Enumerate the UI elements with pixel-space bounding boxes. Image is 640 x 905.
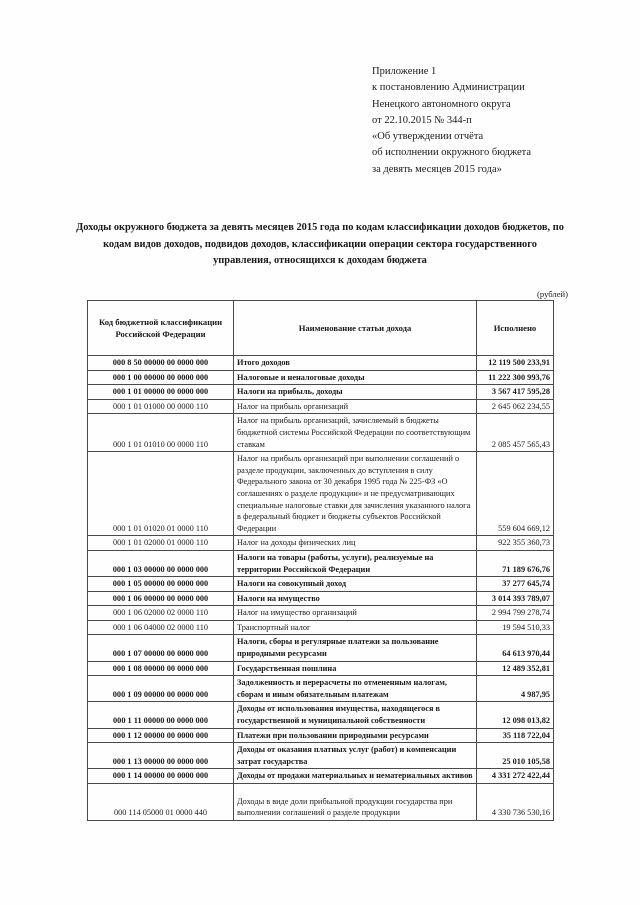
approval-header-line: Ненецкого автономного округа xyxy=(372,98,511,110)
cell-budget-code: 000 1 12 00000 00 0000 000 xyxy=(88,728,234,743)
cell-budget-code: 000 1 08 00000 00 0000 000 xyxy=(88,661,234,676)
cell-executed-amount: 12 098 013,82 xyxy=(477,702,554,728)
table-head xyxy=(88,301,554,356)
table-row xyxy=(88,356,554,371)
cell-budget-code: 000 1 01 00000 00 0000 000 xyxy=(88,385,234,400)
table-row xyxy=(88,702,554,728)
column-header-value: Исполнено xyxy=(477,301,554,356)
column-header-code: Код бюджетной классификации Российской Федерации xyxy=(88,301,234,356)
table-row xyxy=(88,769,554,784)
table-row xyxy=(88,676,554,702)
cell-executed-amount: 71 189 676,76 xyxy=(477,550,554,576)
column-header-name: Наименование статьи дохода xyxy=(234,301,477,356)
cell-budget-code: 000 1 09 00000 00 0000 000 xyxy=(88,676,234,702)
cell-executed-amount: 3 014 393 789,07 xyxy=(477,591,554,606)
cell-revenue-name: Транспортный налог xyxy=(234,620,477,635)
currency-unit-note: (рублей) xyxy=(537,289,568,299)
cell-budget-code: 000 1 03 00000 00 0000 000 xyxy=(88,550,234,576)
cell-executed-amount: 35 118 722,04 xyxy=(477,728,554,743)
cell-budget-code: 000 8 50 00000 00 0000 000 xyxy=(88,356,234,371)
table-row xyxy=(88,620,554,635)
cell-executed-amount: 2 085 457 565,43 xyxy=(477,414,554,452)
cell-executed-amount: 19 594 510,33 xyxy=(477,620,554,635)
cell-budget-code: 000 1 00 00000 00 0000 000 xyxy=(88,370,234,385)
budget-revenue-table-wrap xyxy=(87,300,553,821)
approval-header-line: за девять месяцев 2015 года» xyxy=(372,163,502,175)
table-row xyxy=(88,399,554,414)
cell-revenue-name: Налоги на товары (работы, услуги), реализуемые на территории Российской Федерации xyxy=(234,550,477,576)
cell-revenue-name: Налог на имущество организаций xyxy=(234,606,477,621)
cell-revenue-name: Доходы от продажи материальных и нематериальных активов xyxy=(234,769,477,784)
table-row xyxy=(88,370,554,385)
cell-revenue-name: Налог на доходы физических лиц xyxy=(234,536,477,551)
cell-budget-code: 000 1 05 00000 00 0000 000 xyxy=(88,577,234,592)
table-row xyxy=(88,635,554,661)
cell-revenue-name: Итого доходов xyxy=(234,356,477,371)
cell-executed-amount: 11 222 300 993,76 xyxy=(477,370,554,385)
table-header-row xyxy=(88,301,554,356)
table-row xyxy=(88,550,554,576)
cell-revenue-name: Доходы от оказания платных услуг (работ) и компенсации затрат государства xyxy=(234,743,477,769)
table-body xyxy=(88,356,554,821)
approval-header-line: Приложение 1 xyxy=(372,66,437,77)
cell-executed-amount: 37 277 645,74 xyxy=(477,577,554,592)
cell-executed-amount: 559 604 669,12 xyxy=(477,452,554,536)
cell-budget-code: 000 1 01 01000 00 0000 110 xyxy=(88,399,234,414)
cell-revenue-name: Налоги на совокупный доход xyxy=(234,577,477,592)
cell-executed-amount: 12 119 500 233,91 xyxy=(477,356,554,371)
table-row xyxy=(88,728,554,743)
approval-header xyxy=(372,64,622,178)
table-row xyxy=(88,661,554,676)
cell-budget-code: 000 1 06 00000 00 0000 000 xyxy=(88,591,234,606)
cell-executed-amount: 4 330 736 530,16 xyxy=(477,784,554,821)
cell-revenue-name: Платежи при пользовании природными ресурсами xyxy=(234,728,477,743)
approval-header-line: от 22.10.2015 № 344-п xyxy=(372,114,472,126)
cell-budget-code: 000 1 01 02000 01 0000 110 xyxy=(88,536,234,551)
cell-budget-code: 000 1 14 00000 00 0000 000 xyxy=(88,769,234,784)
approval-header-line: к постановлению Администрации xyxy=(372,82,525,94)
cell-revenue-name: Налоги, сборы и регулярные платежи за пользование природными ресурсами xyxy=(234,635,477,661)
cell-revenue-name: Налог на прибыль организаций xyxy=(234,399,477,414)
table-row xyxy=(88,743,554,769)
table-row xyxy=(88,606,554,621)
cell-budget-code: 000 1 13 00000 00 0000 000 xyxy=(88,743,234,769)
cell-revenue-name: Задолженность и перерасчеты по отмененным налогам, сборам и иным обязательным платежам xyxy=(234,676,477,702)
budget-revenue-table xyxy=(87,300,554,821)
cell-revenue-name: Доходы от использования имущества, находящегося в государственной и муниципальной собственности xyxy=(234,702,477,728)
cell-executed-amount: 922 355 360,73 xyxy=(477,536,554,551)
cell-executed-amount: 3 567 417 595,28 xyxy=(477,385,554,400)
table-row xyxy=(88,784,554,821)
cell-executed-amount: 2 994 799 278,74 xyxy=(477,606,554,621)
table-row xyxy=(88,452,554,536)
cell-budget-code: 000 1 06 04000 02 0000 110 xyxy=(88,620,234,635)
cell-budget-code: 000 1 01 01010 00 0000 110 xyxy=(88,414,234,452)
cell-revenue-name: Государственная пошлина xyxy=(234,661,477,676)
cell-executed-amount: 12 489 352,81 xyxy=(477,661,554,676)
approval-header-line: об исполнении окружного бюджета xyxy=(372,147,531,159)
cell-revenue-name: Налог на прибыль организаций, зачисляемый в бюджеты бюджетной системы Российской Федерации по соответствующим ставкам xyxy=(234,414,477,452)
cell-revenue-name: Налог на прибыль организаций при выполнении соглашений о разделе продукции, заключенных до вступления в силу Федерального закона от 30 декабря 1995 года № 225-ФЗ «О соглашениях о разделе продукции» и не предусматривающих специальные налоговые ставки для зачисления указанного налога в федеральный бюджет и бюджеты субъектов Российской Федерации xyxy=(234,452,477,536)
cell-executed-amount: 64 613 970,44 xyxy=(477,635,554,661)
cell-revenue-name: Налоговые и неналоговые доходы xyxy=(234,370,477,385)
cell-revenue-name: Налоги на имущество xyxy=(234,591,477,606)
table-row xyxy=(88,591,554,606)
cell-revenue-name: Доходы в виде доли прибыльной продукции государства при выполнении соглашений о разделе продукции xyxy=(234,784,477,821)
cell-budget-code: 000 1 01 01020 01 0000 110 xyxy=(88,452,234,536)
cell-budget-code: 000 1 07 00000 00 0000 000 xyxy=(88,635,234,661)
cell-revenue-name: Налоги на прибыль, доходы xyxy=(234,385,477,400)
table-row xyxy=(88,414,554,452)
cell-budget-code: 000 114 05000 01 0000 440 xyxy=(88,784,234,821)
cell-executed-amount: 25 010 105,58 xyxy=(477,743,554,769)
approval-header-line: «Об утверждении отчёта xyxy=(372,131,484,143)
cell-budget-code: 000 1 11 00000 00 0000 000 xyxy=(88,702,234,728)
table-row xyxy=(88,577,554,592)
cell-budget-code: 000 1 06 02000 02 0000 110 xyxy=(88,606,234,621)
table-row xyxy=(88,536,554,551)
page-title: Доходы окружного бюджета за девять месяцев 2015 года по кодам классификации доходов бюджетов, по кодам видов доходов, подвидов доходов, классификации операции сектора государственного управления, относящихся к доходам бюджета xyxy=(76,222,564,267)
cell-executed-amount: 4 331 272 422,44 xyxy=(477,769,554,784)
table-row xyxy=(88,385,554,400)
cell-executed-amount: 4 987,95 xyxy=(477,676,554,702)
cell-executed-amount: 2 645 062 234,55 xyxy=(477,399,554,414)
